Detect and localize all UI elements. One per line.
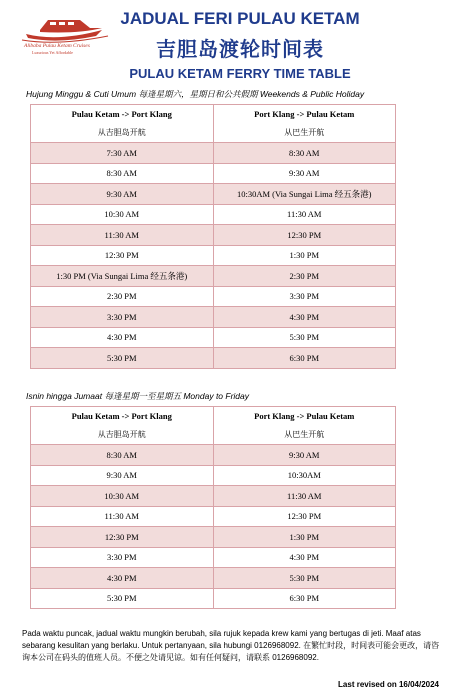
departure-ketam-time: 11:30 AM (31, 225, 214, 246)
departure-klang-time: 5:30 PM (213, 327, 396, 348)
departure-ketam-time: 4:30 PM (31, 568, 214, 589)
table-row (31, 465, 396, 486)
departure-ketam-time: 2:30 PM (31, 286, 214, 307)
footer-note: Pada waktu puncak, jadual waktu mungkin berubah, sila rujuk kepada krew kami yang bertugas di jeti. Maaf atas sebarang kesulitan yang berlaku. Untuk pertanyaan, sila hubungi 0126968092. 在繁忙时段，时间表可能会更改，请咨询本公司在码头的值班人员。不便之处请见谅。如有任何疑问，请联系 0126968092. (22, 629, 440, 662)
weekday-label-english: Monday to Friday (183, 391, 250, 401)
departure-ketam-time: 4:30 PM (31, 327, 214, 348)
departure-klang-time: 9:30 AM (213, 445, 396, 466)
table-row (31, 163, 396, 184)
departure-ketam-time: 11:30 AM (31, 506, 214, 527)
departure-ketam-time: 3:30 PM (31, 547, 214, 568)
departure-klang-time: 12:30 PM (213, 225, 396, 246)
departure-ketam-time: 10:30 AM (31, 204, 214, 225)
table-row (31, 486, 396, 507)
title-chinese: 吉胆岛渡轮时间表 (156, 37, 324, 61)
departure-klang-time: 1:30 PM (213, 527, 396, 548)
departure-ketam-time: 7:30 AM (31, 143, 214, 164)
weekday-label-malay: Isnin hingga Jumaat (26, 391, 103, 401)
title-malay: JADUAL FERI PULAU KETAM (120, 9, 360, 28)
weekday-schedule-label (26, 390, 249, 402)
departure-ketam-time: 12:30 PM (31, 245, 214, 266)
last-revised-date: Last revised on 16/04/2024 (338, 680, 439, 689)
departure-klang-time: 10:30AM (Via Sungai Lima 经五条港) (213, 184, 396, 205)
table-row (31, 506, 396, 527)
departure-klang-time: 12:30 PM (213, 506, 396, 527)
departure-ketam-time: 5:30 PM (31, 588, 214, 609)
departure-ketam-time: 5:30 PM (31, 348, 214, 369)
table-row (31, 204, 396, 225)
departure-klang-time: 8:30 AM (213, 143, 396, 164)
departure-klang-time: 4:30 PM (213, 307, 396, 328)
col-header-klang-to-ketam: Port Klang -> Pulau Ketam (213, 105, 396, 123)
col-subheader-from-klang: 从巴生开航 (213, 424, 396, 445)
col-header-ketam-to-klang: Pulau Ketam -> Port Klang (31, 105, 214, 123)
departure-ketam-time: 9:30 AM (31, 465, 214, 486)
table-subheader-row (31, 122, 396, 143)
departure-klang-time: 4:30 PM (213, 547, 396, 568)
weekend-schedule-label (26, 88, 364, 100)
col-subheader-from-ketam: 从吉胆岛开航 (31, 424, 214, 445)
weekend-label-english: Weekends & Public Holiday (259, 89, 365, 99)
departure-klang-time: 6:30 PM (213, 348, 396, 369)
table-row (31, 588, 396, 609)
departure-klang-time: 6:30 PM (213, 588, 396, 609)
table-row (31, 547, 396, 568)
table-row (31, 348, 396, 369)
departure-ketam-time: 1:30 PM (Via Sungai Lima 经五条港) (31, 266, 214, 287)
table-row (31, 327, 396, 348)
logo-tagline: Luxurious Yet Affordable (32, 50, 73, 55)
table-row (31, 527, 396, 548)
weekday-label-chinese: 每逢星期一至星期五 (104, 392, 181, 402)
departure-klang-time: 2:30 PM (213, 266, 396, 287)
departure-ketam-time: 9:30 AM (31, 184, 214, 205)
table-row (31, 307, 396, 328)
table-row (31, 286, 396, 307)
departure-ketam-time: 12:30 PM (31, 527, 214, 548)
col-header-klang-to-ketam: Port Klang -> Pulau Ketam (213, 407, 396, 425)
departure-klang-time: 11:30 AM (213, 204, 396, 225)
departure-klang-time: 10:30AM (213, 465, 396, 486)
table-row (31, 184, 396, 205)
departure-klang-time: 11:30 AM (213, 486, 396, 507)
logo-brand-text: Alibaba Pulau Ketam Cruises (24, 43, 90, 49)
weekend-label-chinese: 每逢星期六，星期日和公共假期 (138, 90, 258, 100)
table-header-row (31, 105, 396, 123)
departure-ketam-time: 3:30 PM (31, 307, 214, 328)
weekend-label-malay: Hujung Minggu & Cuti Umum (26, 89, 137, 99)
table-subheader-row (31, 424, 396, 445)
weekday-timetable (30, 406, 396, 609)
departure-klang-time: 1:30 PM (213, 245, 396, 266)
col-subheader-from-ketam: 从吉胆岛开航 (31, 122, 214, 143)
departure-klang-time: 3:30 PM (213, 286, 396, 307)
departure-klang-time: 9:30 AM (213, 163, 396, 184)
departure-ketam-time: 8:30 AM (31, 163, 214, 184)
table-row (31, 143, 396, 164)
table-row (31, 245, 396, 266)
table-row (31, 266, 396, 287)
departure-ketam-time: 10:30 AM (31, 486, 214, 507)
weekend-timetable (30, 104, 396, 369)
table-row (31, 568, 396, 589)
col-subheader-from-klang: 从巴生开航 (213, 122, 396, 143)
col-header-ketam-to-klang: Pulau Ketam -> Port Klang (31, 407, 214, 425)
table-row (31, 225, 396, 246)
title-english: PULAU KETAM FERRY TIME TABLE (129, 66, 351, 81)
table-row (31, 445, 396, 466)
departure-klang-time: 5:30 PM (213, 568, 396, 589)
table-header-row (31, 407, 396, 425)
departure-ketam-time: 8:30 AM (31, 445, 214, 466)
